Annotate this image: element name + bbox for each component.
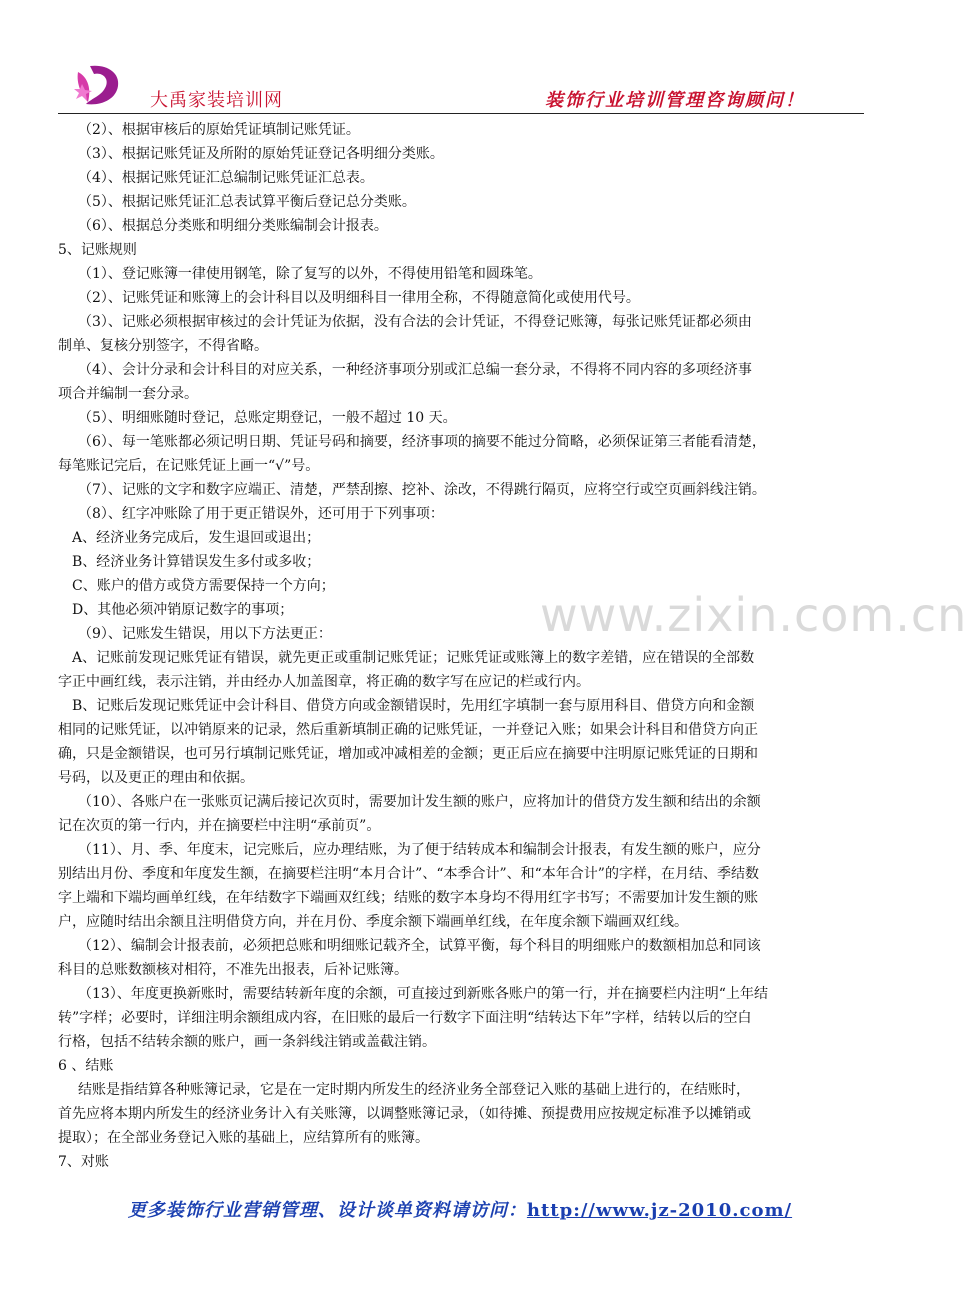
page-header: [0, 0, 920, 118]
footer-text: 更多装饰行业营销管理、设计谈单资料请访问：: [127, 1200, 527, 1221]
paragraph-line: （8）、红字冲账除了用于更正错误外，还可用于下列事项：: [78, 506, 444, 522]
paragraph-line: 户，应随时结出余额且注明借贷方向，并在月份、季度余额下端画单红线，在年度余额下端画双红线。: [58, 914, 688, 930]
paragraph-line: 项合并编制一套分录。: [58, 386, 198, 402]
paragraph-line: 首先应将本期内所发生的经济业务计入有关账簿，以调整账簿记录，（如待摊、预提费用应按规定标准予以摊销或: [58, 1106, 751, 1122]
paragraph-line: 7、对账: [58, 1154, 109, 1170]
paragraph-line: （6）、每一笔账都必须记明日期、凭证号码和摘要，经济事项的摘要不能过分简略，必须保证第三者能看清楚，: [78, 434, 766, 450]
footer-link[interactable]: http://www.jz-2010.com/: [526, 1200, 793, 1221]
paragraph-line: （11）、月、季、年度末，记完账后，应办理结账，为了便于结转成本和编制会计报表，有发生额的账户，应分: [78, 842, 761, 858]
paragraph-line: 记在次页的第一行内，并在摘要栏中注明“承前页”。: [58, 818, 381, 834]
paragraph-line: 每笔账记完后，在记账凭证上画一“√”号。: [58, 458, 320, 474]
paragraph-line: 相同的记账凭证，以冲销原来的记录，然后重新填制正确的记账凭证，一并登记入账；如果会计科目和借贷方向正: [58, 722, 758, 738]
paragraph-line: （5）、明细账随时登记，总账定期登记，一般不超过 10 天。: [78, 410, 457, 426]
paragraph-line: 别结出月份、季度和年度发生额，在摘要栏注明“本月合计”、“本季合计”、和“本年合计”的字样，在月结、季结数: [58, 866, 759, 882]
paragraph-line: 科目的总账数额核对相符，不准先出报表，后补记账簿。: [58, 962, 408, 978]
paragraph-line: （12）、编制会计报表前，必须把总账和明细账记载齐全，试算平衡，每个科目的明细账户的数额相加总和同该: [78, 938, 761, 954]
paragraph-line: 转”字样；必要时，详细注明余额组成内容，在旧账的最后一行数字下面注明“结转达下年”字样，结转以后的空白: [58, 1010, 752, 1026]
paragraph-line: A、记账前发现记账凭证有错误，就先更正或重制记账凭证；记账凭证或账簿上的数字差错，应在错误的全部数: [72, 650, 755, 666]
paragraph-line: （13）、年度更换新账时，需要结转新年度的余额，可直接过到新账各账户的第一行，并在摘要栏内注明“上年结: [78, 986, 768, 1002]
paragraph-line: 行格，包括不结转余额的账户，画一条斜线注销或盖截注销。: [58, 1034, 436, 1050]
paragraph-line: （2）、记账凭证和账簿上的会计科目以及明细科目一律用全称，不得随意简化或使用代号。: [78, 290, 640, 306]
paragraph-line: 结账是指结算各种账簿记录，它是在一定时期内所发生的经济业务全部登记入账的基础上进行的，在结账时，: [78, 1082, 750, 1098]
watermark: www.zixin.com.cn: [540, 588, 967, 642]
paragraph-line: （3）、根据记账凭证及所附的原始凭证登记各明细分类账。: [78, 146, 444, 162]
paragraph-line: D、其他必须冲销原记数字的事项；: [72, 602, 294, 618]
paragraph-line: A、经济业务完成后，发生退回或退出；: [72, 530, 321, 546]
paragraph-line: （4）、会计分录和会计科目的对应关系，一种经济事项分别或汇总编一套分录，不得将不同内容的多项经济事: [78, 362, 752, 378]
paragraph-line: （9）、记账发生错误，用以下方法更正：: [78, 626, 332, 642]
header-divider: [58, 113, 864, 114]
paragraph-line: （10）、各账户在一张账页记满后接记次页时，需要加计发生额的账户，应将加计的借贷方发生额和结出的余额: [78, 794, 761, 810]
paragraph-line: B、经济业务计算错误发生多付或多收；: [72, 554, 321, 570]
site-name: 大禹家装培训网: [150, 90, 283, 111]
paragraph-line: 提取）；在全部业务登记入账的基础上，应结算所有的账簿。: [58, 1130, 429, 1146]
page-footer: [0, 1196, 920, 1222]
paragraph-line: （5）、根据记账凭证汇总表试算平衡后登记总分类账。: [78, 194, 416, 210]
paragraph-line: （4）、根据记账凭证汇总编制记账凭证汇总表。: [78, 170, 374, 186]
paragraph-line: （3）、记账必须根据审核过的会计凭证为依据，没有合法的会计凭证，不得登记账簿，每张记账凭证都必须由: [78, 314, 752, 330]
header-slogan: 装饰行业培训管理咨询顾问！: [545, 90, 805, 111]
document-body: [58, 118, 864, 1174]
paragraph-line: 5、记账规则: [58, 242, 137, 258]
paragraph-line: 字正中画红线，表示注销，并由经办人加盖图章，将正确的数字写在应记的栏或行内。: [58, 674, 590, 690]
paragraph-line: （7）、记账的文字和数字应端正、清楚，严禁刮擦、挖补、涂改，不得跳行隔页，应将空行或空页画斜线注销。: [78, 482, 766, 498]
paragraph-line: （2）、根据审核后的原始凭证填制记账凭证。: [78, 122, 360, 138]
paragraph-line: 字上端和下端均画单红线，在年结数字下端画双红线；结账的数字本身均不得用红字书写；不需要加计发生额的账: [58, 890, 758, 906]
paragraph-line: 制单、复核分别签字，不得省略。: [58, 338, 268, 354]
paragraph-line: B、记账后发现记账凭证中会计科目、借贷方向或金额错误时，先用红字填制一套与原用科目、借贷方向和金额: [72, 698, 755, 714]
paragraph-line: C、账户的借方或贷方需要保持一个方向；: [72, 578, 335, 594]
paragraph-line: （1）、登记账簿一律使用钢笔，除了复写的以外，不得使用铅笔和圆珠笔。: [78, 266, 542, 282]
dy-logo-icon: [72, 62, 124, 108]
paragraph-line: （6）、根据总分类账和明细分类账编制会计报表。: [78, 218, 388, 234]
paragraph-line: 确，只是金额错误，也可另行填制记账凭证，增加或冲减相差的金额；更正后应在摘要中注明原记账凭证的日期和: [58, 746, 758, 762]
paragraph-line: 6 、结账: [58, 1058, 114, 1074]
paragraph-line: 号码，以及更正的理由和依据。: [58, 770, 254, 786]
